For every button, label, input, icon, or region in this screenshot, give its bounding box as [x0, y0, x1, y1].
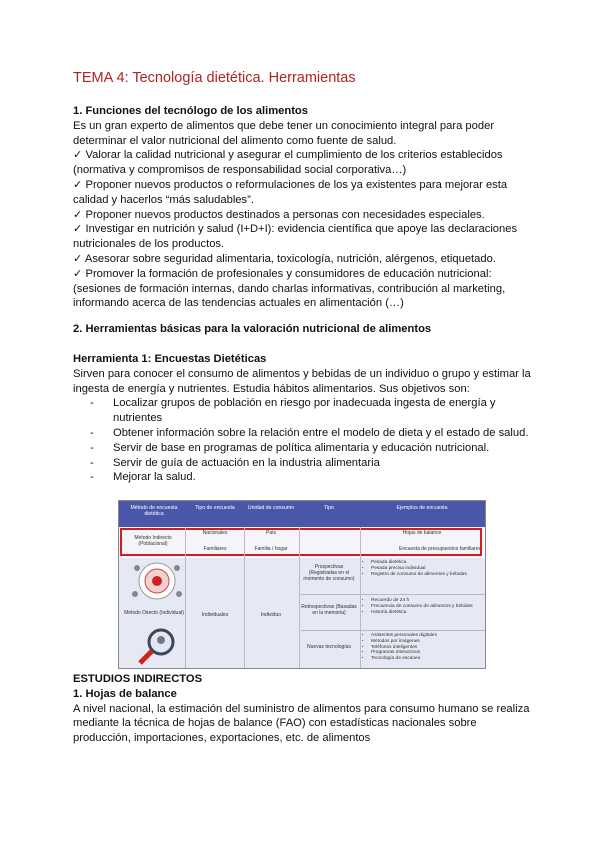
magnifier-illustration [135, 626, 179, 666]
subsection-heading: 1. Hojas de balance [73, 687, 177, 700]
header-cell: Método de encuesta dietética [130, 505, 178, 517]
list-item: • Pesada dietética [371, 560, 481, 566]
examples-list [363, 633, 481, 662]
section-indirect-studies [73, 672, 533, 746]
list-item: • Programas interactivos [371, 650, 481, 656]
header-cell: Tipo de encuesta [195, 505, 235, 511]
examples-list [363, 598, 481, 615]
survey-methods-table [118, 500, 486, 669]
check-item: ✓ Valorar la calidad nutricional y asegurar el cumplimiento de los criterios establecidos (normativa y compromisos de responsabilidad social corporativa…) [73, 149, 503, 177]
check-item: ✓ Proponer nuevos productos destinados a personas con necesidades especiales. [73, 208, 485, 221]
check-item: ✓ Asesorar sobre seguridad alimentaria, toxicología, nutrición, alérgenos, etiquetado. [73, 252, 496, 265]
tool-dietary-surveys [73, 352, 533, 485]
section-heading: 2. Herramientas básicas para la valoración nutricional de alimentos [73, 323, 432, 335]
table-row [119, 558, 485, 668]
list-item: • Recuerdo de 24 h [371, 598, 481, 604]
paragraph: A nivel nacional, la estimación del suministro de alimentos para consumo humano se realiza mediante la técnica de hojas de balance (FAO) con estadísticas nacionales sobre producción, importaciones, exportaciones, etc. de alimentos [73, 702, 530, 745]
paragraph: Sirven para conocer el consumo de alimentos y bebidas de un individuo o grupo y estimar la ingesta de energía y nutrientes. Estudia hábitos alimentarios. Sus objetivos son: [73, 367, 531, 395]
page-title: TEMA 4: Tecnología dietética. Herramientas [73, 70, 356, 86]
header-cell: Ejemplos de encuesta [396, 505, 448, 511]
list-item: • Historia dietética [371, 610, 481, 616]
section-heading: ESTUDIOS INDIRECTOS [73, 673, 203, 685]
table-cell: País [265, 530, 276, 536]
subsection-heading: Herramienta 1: Encuestas Dietéticas [73, 353, 267, 365]
header-cell: Unidad de consumo [247, 505, 295, 511]
list-item: • Tecnología de escaneo [371, 656, 481, 662]
table-cell: Familiares [203, 546, 227, 552]
table-cell: Nacionales [202, 530, 228, 536]
list-item: - Obtener información sobre la relación entre el modelo de dieta y el estado de salud. [73, 426, 533, 441]
table-cell: Individuales [201, 612, 229, 618]
examples-list [363, 560, 481, 577]
table-cell: Nuevas tecnologías [307, 644, 351, 650]
table-cell: Hojas de balance [402, 530, 442, 536]
list-item: • Asistentes personales digitales [371, 633, 481, 639]
table-cell: Retrospectivas (Basadas en la memoria) [301, 604, 357, 616]
list-item: • Métodos por imágenes [371, 639, 481, 645]
table-cell: Familia / hogar [254, 546, 288, 552]
check-item: ✓ Investigar en nutrición y salud (I+D+I): evidencia científica que apoye las declaraciones nutricionales de los productos. [73, 223, 518, 251]
objectives-list [73, 396, 533, 485]
section-heading: 1. Funciones del tecnólogo de los alimentos [73, 105, 308, 117]
table-cell: Individuo [260, 612, 281, 618]
list-item: - Mejorar la salud. [73, 470, 533, 485]
list-item: • Pesada precisa individual [371, 566, 481, 572]
list-item: - Localizar grupos de población en riesgo por inadecuada ingesta de energía y nutrientes [73, 396, 533, 426]
table-header [119, 501, 485, 527]
list-item: - Servir de guía de actuación en la industria alimentaria [73, 456, 533, 471]
section-tools [73, 322, 533, 337]
method-label: Método Indirecto (Poblacional) [134, 535, 172, 547]
list-item: • Teléfonos inteligentes [371, 645, 481, 651]
check-item: ✓ Promover la formación de profesionales y consumidores de educación nutricional: (sesiones de formación internas, dando charlas informativas, contribución al marketing, informando acerca de las tendencias actuales en alimentación (…) [73, 267, 506, 310]
method-label: Método Directo (Individual) [124, 610, 184, 616]
list-item: - Servir de base en programas de política alimentaria y educación nutricional. [73, 441, 533, 456]
target-people-illustration [129, 560, 185, 602]
list-item: • Registro de consumo de alimentos y bebidas [371, 572, 481, 578]
indirect-highlight [120, 528, 482, 556]
check-item: ✓ Proponer nuevos productos o reformulaciones de los ya existentes para mejorar esta calidad y hacerlos “más saludables”. [73, 178, 508, 206]
table-cell: Encuesta de presupuestos familiares [399, 546, 481, 552]
paragraph: Es un gran experto de alimentos que debe tener un conocimiento integral para poder determinar el valor nutricional del alimento como fuente de salud. [73, 119, 495, 147]
header-cell: Tipo [324, 505, 334, 511]
section-functions [73, 104, 533, 311]
table-cell: Prospectivas (Registradas en el momento de consumo) [303, 564, 355, 582]
list-item: • Frecuencia de consumo de alimentos y bebidas [371, 604, 481, 610]
